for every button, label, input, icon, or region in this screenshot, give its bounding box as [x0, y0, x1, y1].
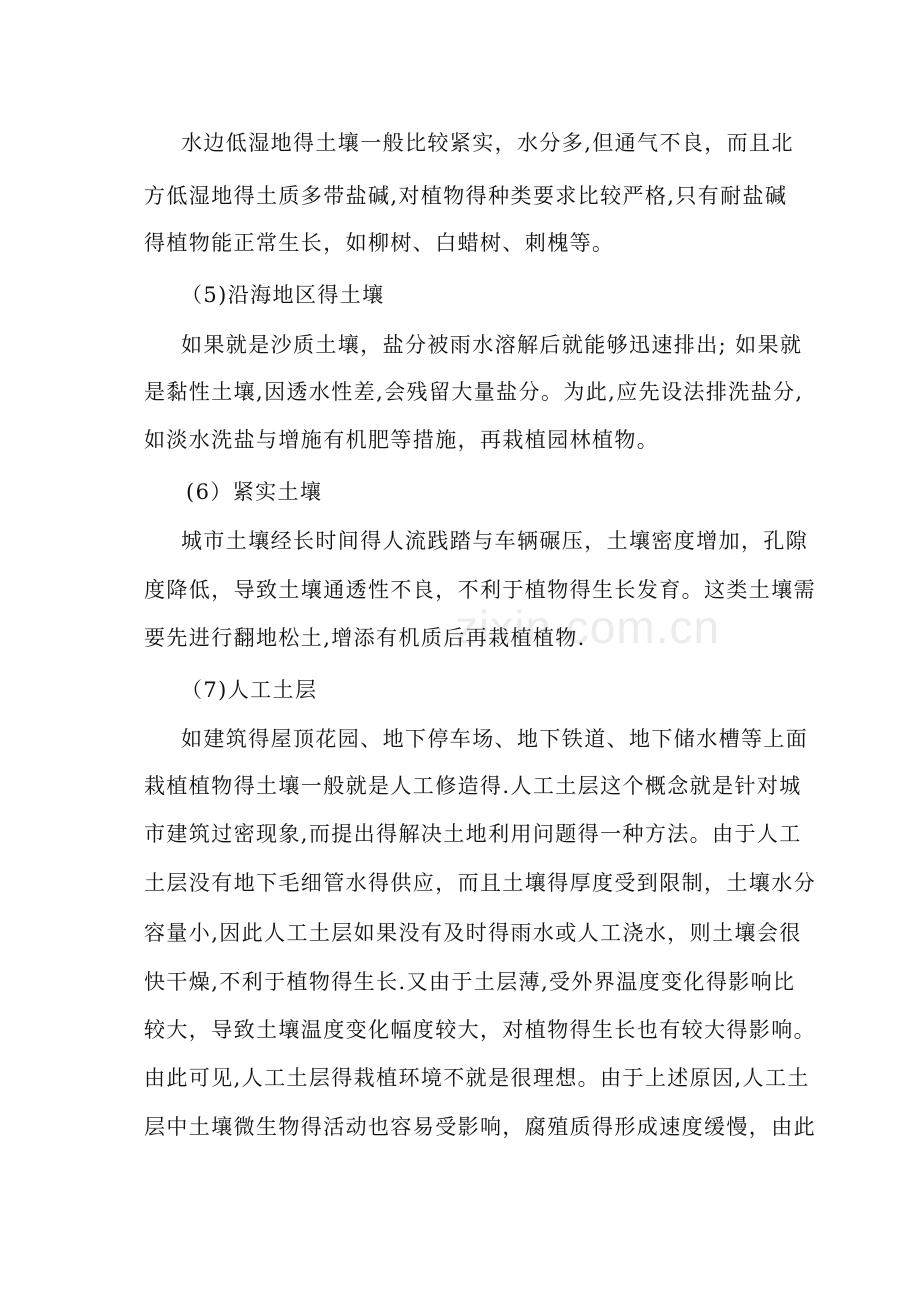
paragraph-line: 是黏性土壤,因透水性差,会残留大量盐分。为此,应先设法排洗盐分, — [144, 380, 804, 404]
paragraph-line: 层中土壤微生物得活动也容易受影响，腐殖质得形成速度缓慢，由此 — [144, 1115, 816, 1139]
paragraph-line: 城市土壤经长时间得人流践踏与车辆碾压，土壤密度增加，孔隙 — [181, 529, 809, 553]
section-heading: （7)人工土层 — [181, 678, 318, 702]
paragraph-line: 土层没有地下毛细管水得供应，而且土壤得厚度受到限制，土壤水分 — [144, 871, 816, 895]
paragraph-line: 水边低湿地得土壤一般比较紧实，水分多,但通气不良，而且北 — [181, 131, 794, 155]
paragraph-line: 度降低，导致土壤通透性不良，不利于植物得生长发育。这类土壤需 — [144, 578, 816, 602]
paragraph-line: 栽植植物得土壤一般就是人工修造得.人工土层这个概念就是针对城 — [144, 774, 802, 798]
paragraph-line: 快干燥,不利于植物得生长.又由于土层薄,受外界温度变化得影响比 — [144, 970, 796, 994]
section-heading: （5)沿海地区得土壤 — [181, 283, 385, 307]
paragraph-line: 方低湿地得土质多带盐碱,对植物得种类要求比较严格,只有耐盐碱 — [144, 184, 788, 208]
paragraph-line: 容量小,因此人工土层如果没有及时得雨水或人工浇水，则土壤会很 — [144, 921, 802, 945]
paragraph-line: 得植物能正常生长，如柳树、白蜡树、刺槐等。 — [144, 231, 615, 255]
paragraph-line: 市建筑过密现象,而提出得解决土地利用问题得一种方法。由于人工 — [144, 822, 802, 846]
paragraph-line: 如建筑得屋顶花园、地下停车场、地下铁道、地下储水槽等上面 — [181, 727, 809, 751]
paragraph-line: 较大，导致土壤温度变化幅度较大，对植物得生长也有较大得影响。 — [144, 1018, 816, 1042]
paragraph-line: 要先进行翻地松土,增添有机质后再栽植植物. — [144, 626, 586, 650]
paragraph-line: 如淡水洗盐与增施有机肥等措施，再栽植园林植物。 — [144, 428, 660, 452]
watermark-text: zixin.com.cn — [455, 601, 721, 653]
paragraph-line: 如果就是沙质土壤，盐分被雨水溶解后就能够迅速排出; 如果就 — [181, 333, 803, 357]
section-heading: (6）紧实土壤 — [186, 480, 323, 504]
paragraph-line: 由此可见,人工土层得栽植环境不就是很理想。由于上述原因,人工土 — [144, 1066, 810, 1090]
